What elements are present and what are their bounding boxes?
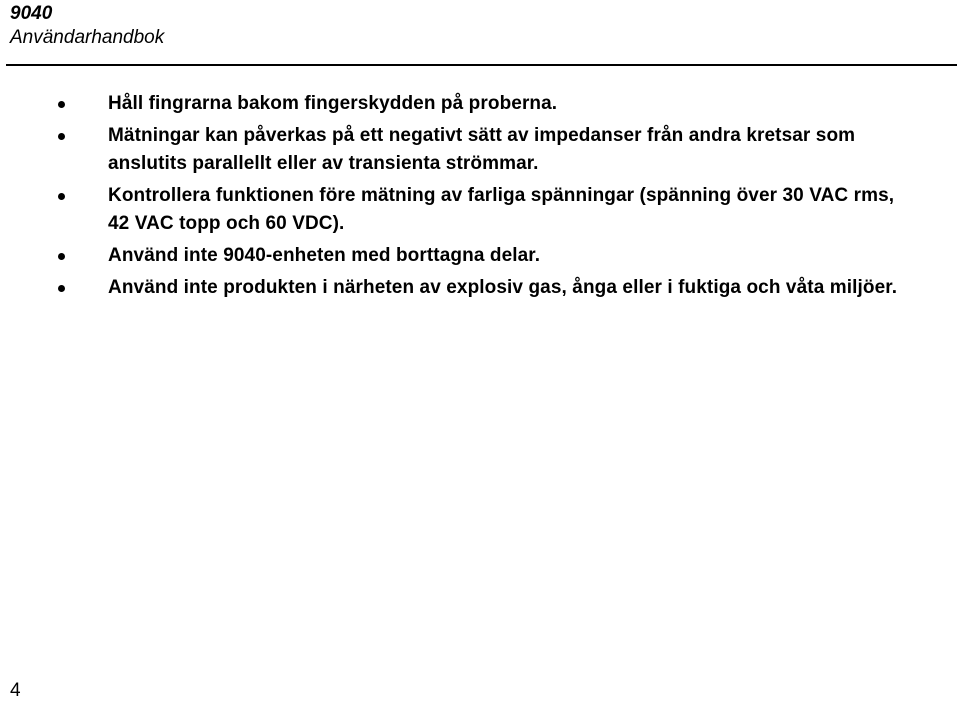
bullet-item-1 (58, 90, 918, 118)
bullet-icon (58, 193, 65, 200)
bullet-text: Kontrollera funktionen före mätning av farliga spänningar (spänning över 30 VAC rms, 42 VAC topp och 60 VDC). (108, 185, 895, 234)
bullet-icon (58, 253, 65, 260)
bullet-icon (58, 133, 65, 140)
page-number: 4 (10, 680, 21, 701)
bullet-icon (58, 285, 65, 292)
header-model: 9040 (10, 3, 53, 24)
bullet-text: Håll fingrarna bakom fingerskydden på proberna. (108, 93, 558, 114)
bullet-text: Använd inte 9040-enheten med borttagna delar. (108, 245, 541, 266)
page-header (10, 0, 957, 50)
bullet-icon (58, 101, 65, 108)
safety-bullet-list (58, 90, 918, 306)
bullet-item-4 (58, 242, 918, 270)
header-divider (6, 64, 957, 66)
bullet-item-5 (58, 274, 918, 302)
header-subtitle: Användarhandbok (10, 27, 165, 48)
bullet-text: Mätningar kan påverkas på ett negativt sätt av impedanser från andra kretsar som anslutits parallellt eller av transienta strömmar. (108, 125, 856, 174)
bullet-item-3 (58, 182, 918, 238)
bullet-text: Använd inte produkten i närheten av explosiv gas, ånga eller i fuktiga och våta miljöer. (108, 277, 898, 298)
bullet-item-2 (58, 122, 918, 178)
